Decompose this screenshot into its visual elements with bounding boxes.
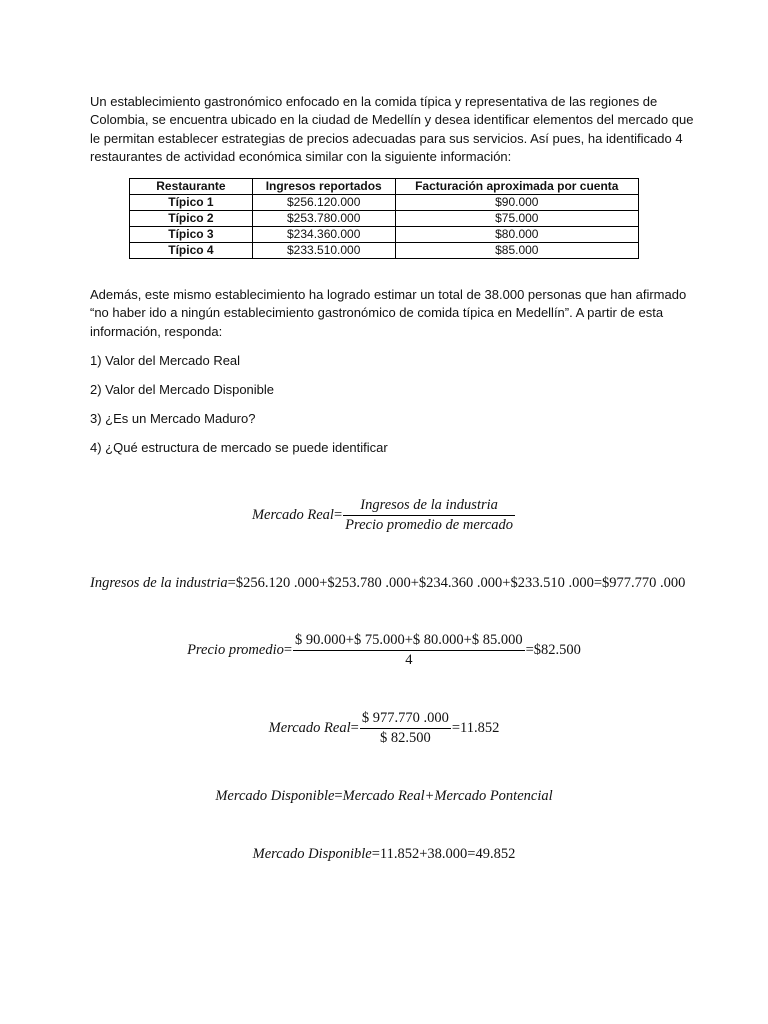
header-facturacion: Facturación aproximada por cuenta xyxy=(395,179,638,195)
eq3-numerator: $ 90.000+$ 75.000+$ 80.000+$ 85.000 xyxy=(293,632,525,651)
context-line: Además, este mismo establecimiento ha logrado estimar un total de 38.000 personas que han afirmado xyxy=(90,287,687,302)
revenue-cell: $233.510.000 xyxy=(252,243,395,259)
equation-mercado-real-result: Mercado Real= $\frac{\$ 977.770 .000}{\$ 82.500}$ =11.852 xyxy=(268,710,500,746)
intro-paragraph xyxy=(90,93,694,166)
eq5-lhs: Mercado Disponible xyxy=(215,788,335,804)
restaurant-name: Típico 4 xyxy=(130,243,253,259)
question-2: 2) Valor del Mercado Disponible xyxy=(90,382,275,397)
intro-line: restaurantes de actividad económica similar con la siguiente información: xyxy=(90,148,512,164)
equation-mercado-disponible-result: Mercado Disponible=11.852+38.000=49.852 xyxy=(252,846,516,862)
eq1-lhs: Mercado Real xyxy=(251,506,334,523)
intro-line: Colombia, se encuentra ubicado en la ciudad de Medellín y desea identificar elementos del mercado que xyxy=(90,112,694,128)
context-paragraph xyxy=(90,286,690,341)
question-1: 1) Valor del Mercado Real xyxy=(90,353,241,368)
question-4: 4) ¿Qué estructura de mercado se puede identificar xyxy=(90,440,388,455)
billing-cell: $85.000 xyxy=(395,243,638,259)
eq6-lhs: Mercado Disponible xyxy=(252,846,372,862)
eq1-denominator: Precio promedio de mercado xyxy=(345,517,514,533)
table-row xyxy=(130,243,639,259)
eq2-rhs: $256.120 .000+$253.780 .000+$234.360 .000+$233.510 .000=$977.770 .000 xyxy=(235,575,686,591)
eq5-rhs: Mercado Real+Mercado Pontencial xyxy=(342,788,553,804)
intro-line: le permitan establecer estrategias de precios adecuadas para sus servicios. Así pues, ha identificado 4 xyxy=(90,130,683,146)
equation-precio-promedio: Precio promedio= $\frac{\$ 90.000+\$ 75.000+\$ 80.000+\$ 85.000}{4}$ =$82.500 xyxy=(187,632,581,668)
eq3-result: $82.500 xyxy=(533,641,581,658)
eq3-denominator: 4 xyxy=(405,652,413,668)
header-ingresos: Ingresos reportados xyxy=(252,179,395,195)
restaurant-name: Típico 3 xyxy=(130,227,253,243)
revenue-cell: $253.780.000 xyxy=(252,211,395,227)
restaurant-name: Típico 2 xyxy=(130,211,253,227)
table-header-row xyxy=(130,179,639,195)
restaurant-table xyxy=(129,178,639,259)
table-row xyxy=(130,211,639,227)
eq2-lhs: Ingresos de la industria xyxy=(90,575,228,591)
context-line: “no haber ido a ningún establecimiento gastronómico de comida típica en Medellín”. A partir de esta xyxy=(90,305,664,321)
eq1-numerator: Ingresos de la industria xyxy=(343,497,515,516)
header-restaurante: Restaurante xyxy=(130,179,253,195)
billing-cell: $90.000 xyxy=(395,195,638,211)
eq4-fraction xyxy=(360,710,451,747)
eq1-fraction xyxy=(343,497,515,534)
eq3-fraction xyxy=(293,632,525,669)
table-row xyxy=(130,227,639,243)
intro-line: Un establecimiento gastronómico enfocado en la comida típica y representativa de las regiones de xyxy=(90,94,658,109)
eq6-rhs: 11.852+38.000=49.852 xyxy=(379,846,516,862)
equation-mercado-real-formula: Mercado Real= $\frac{\text{Ingresos de la industria}}{\text{Precio promedio de mercado}}$ xyxy=(251,497,514,533)
eq4-denominator: $ 82.500 xyxy=(379,730,431,746)
table-row xyxy=(130,195,639,211)
context-line: información, responda: xyxy=(90,323,223,339)
eq3-lhs: Precio promedio xyxy=(187,641,284,658)
revenue-cell: $256.120.000 xyxy=(252,195,395,211)
eq4-numerator: $ 977.770 .000 xyxy=(360,710,451,729)
billing-cell: $75.000 xyxy=(395,211,638,227)
equation-ingresos-industria: Ingresos de la industria=$256.120 .000+$253.780 .000+$234.360 .000+$233.510 .000=$977.770 .000 xyxy=(90,575,686,591)
question-3: 3) ¿Es un Mercado Maduro? xyxy=(90,411,256,426)
restaurant-name: Típico 1 xyxy=(130,195,253,211)
revenue-cell: $234.360.000 xyxy=(252,227,395,243)
billing-cell: $80.000 xyxy=(395,227,638,243)
eq4-lhs: Mercado Real xyxy=(268,719,351,736)
equation-mercado-disponible-formula: Mercado Disponible=Mercado Real+Mercado Pontencial xyxy=(215,788,553,804)
eq4-result: 11.852 xyxy=(460,719,500,736)
